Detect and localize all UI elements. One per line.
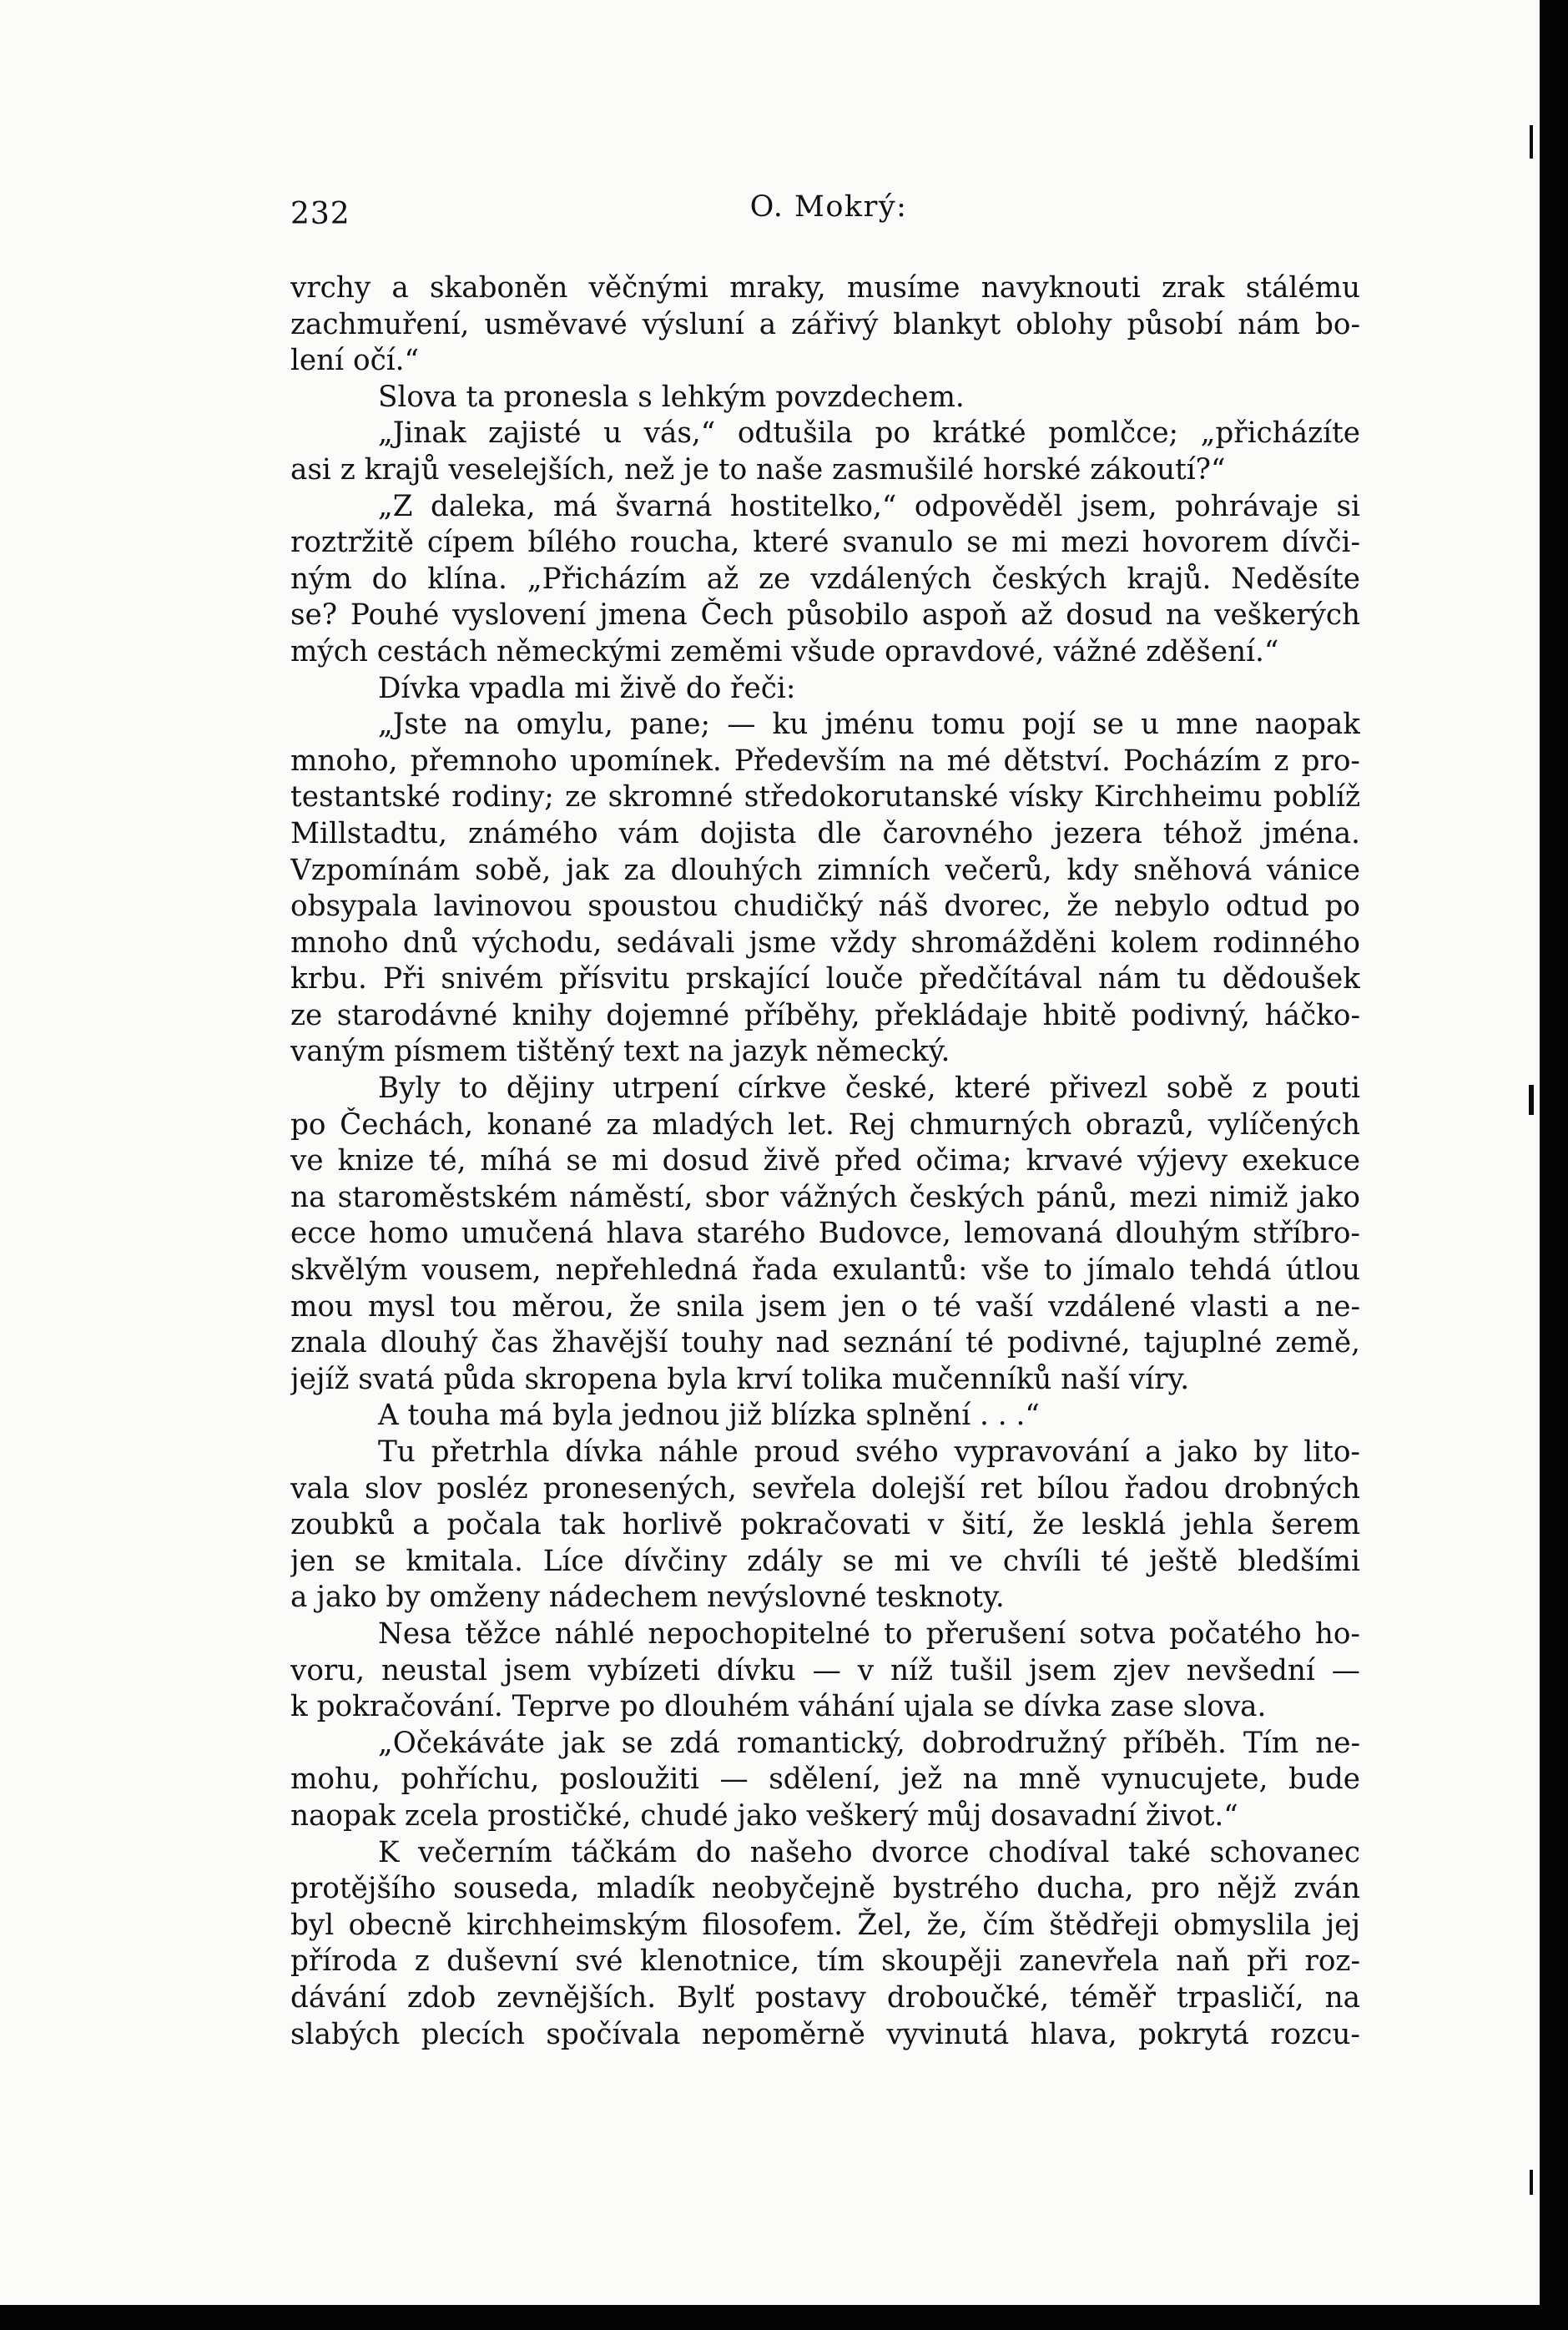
text-line: Vzpomínám sobě, jak za dlouhých zimních večerů, kdy sněhová vánice — [290, 853, 1360, 887]
text-line: Millstadtu, známého vám dojista dle čarovného jezera téhož jména. — [290, 816, 1360, 850]
page-header — [290, 187, 1367, 237]
text-line: ze starodávné knihy dojemné příběhy, překládaje hbitě podivný, háčko- — [290, 998, 1360, 1032]
text-line: „Očekáváte jak se zdá romantický, dobrodružný příběh. Tím ne- — [378, 1726, 1360, 1760]
text-line: Nesa těžce náhlé nepochopitelné to přerušení sotva počatého ho- — [378, 1616, 1360, 1651]
text-line: znala dlouhý čas žhavější touhy nad seznání té podivné, tajuplné země, — [290, 1326, 1360, 1360]
text-line: vaným písmem tištěný text na jazyk německý. — [290, 1035, 950, 1069]
scan-edge-right — [1540, 0, 1568, 2330]
body-text — [290, 270, 1360, 2053]
text-line: obsypala lavinovou spoustou chudičký náš dvorec, že nebylo odtud po — [290, 890, 1360, 924]
text-line: ecce homo umučená hlava starého Budovce, lemovaná dlouhým stříbro- — [290, 1217, 1360, 1251]
text-line: zoubků a počala tak horlivě pokračovati v šití, že lesklá jehla šerem — [290, 1508, 1360, 1542]
running-head: O. Mokrý: — [749, 190, 908, 224]
scan-artifact — [1530, 125, 1533, 159]
text-line: voru, neustal jsem vybízeti dívku — v níž tušil jsem zjev nevšední — — [290, 1653, 1360, 1687]
text-line: skvělým vousem, nepřehledná řada exulantů: vše to jímalo tehdá útlou — [290, 1253, 1360, 1288]
text-line: K večerním táčkám do našeho dvorce chodíval také schovanec — [378, 1835, 1360, 1869]
text-line: k pokračování. Teprve po dlouhém váhání ujala se dívka zase slova. — [290, 1690, 1267, 1724]
text-line: krbu. Při snivém přísvitu prskající louče předčítával nám tu dědoušek — [290, 962, 1360, 996]
text-line: Dívka vpadla mi živě do řeči: — [378, 671, 796, 705]
text-line: vrchy a skaboněn věčnými mraky, musíme navyknouti zrak stálému — [290, 271, 1360, 305]
text-line: mnoho dnů východu, sedávali jsme vždy shromážděni kolem rodinného — [290, 925, 1360, 960]
text-line: Slova ta pronesla s lehkým povzdechem. — [378, 380, 965, 414]
text-line: se? Pouhé vyslovení jmena Čech působilo aspoň až dosud na veškerých — [290, 598, 1360, 633]
text-line: testantské rodiny; ze skromné středokorutanské vísky Kirchheimu poblíž — [290, 780, 1360, 814]
text-line: na staroměstském náměstí, sbor vážných českých pánů, mezi nimiž jako — [290, 1180, 1360, 1214]
text-line: mých cestách německými zeměmi všude opravdové, vážné zděšení.“ — [290, 634, 1279, 668]
text-line: byl obecně kirchheimským filosofem. Žel, že, čím štědřeji obmyslila jej — [290, 1908, 1360, 1942]
text-line: roztržitě cípem bílého roucha, které svanulo se mi mezi hovorem dívči- — [290, 526, 1360, 560]
text-line: Tu přetrhla dívka náhle proud svého vypravování a jako by lito- — [378, 1435, 1360, 1469]
text-line: příroda z duševní své klenotnice, tím skoupěji zanevřela naň při roz- — [290, 1944, 1360, 1979]
text-line: dávání zdob zevnějších. Bylť postavy droboučké, téměř trpasličí, na — [290, 1980, 1360, 2015]
text-line: „Jinak zajisté u vás,“ odtušila po krátké pomlčce; „přicházíte — [378, 416, 1360, 451]
text-line: mohu, pohříchu, posloužiti — sdělení, jež na mně vynucujete, bude — [290, 1763, 1360, 1797]
text-line: ve knize té, míhá se mi dosud živě před očima; krvavé výjevy exekuce — [290, 1144, 1360, 1178]
text-line: „Z daleka, má švarná hostitelko,“ odpověděl jsem, pohrávaje si — [378, 489, 1360, 523]
text-line: ným do klína. „Přicházím až ze vzdálených českých krajů. Neděsíte — [290, 562, 1360, 596]
text-line: mou mysl tou měrou, že snila jsem jen o té vaší vzdálené vlasti a ne- — [290, 1289, 1360, 1324]
text-line: jen se kmitala. Líce dívčiny zdály se mi ve chvíli té ještě bledšími — [290, 1544, 1360, 1578]
text-line: vala slov posléz pronesených, sevřela dolejší ret bílou řadou drobných — [290, 1471, 1360, 1505]
text-line: naopak zcela prostičké, chudé jako veškerý můj dosavadní život.“ — [290, 1798, 1238, 1833]
text-line: slabých plecích spočívala nepoměrně vyvinutá hlava, pokrytá rozcu- — [290, 2017, 1360, 2051]
scan-edge-bottom — [0, 2305, 1568, 2330]
scan-artifact — [1530, 2170, 1533, 2195]
text-line: protějšího souseda, mladík neobyčejně bystrého ducha, pro nějž zván — [290, 1872, 1360, 1906]
text-line: lení očí.“ — [290, 344, 419, 378]
text-line: asi z krajů veselejších, než je to naše zasmušilé horské zákoutí?“ — [290, 452, 1226, 487]
text-line: „Jste na omylu, pane; — ku jménu tomu pojí se u mne naopak — [378, 708, 1360, 742]
text-line: zachmuření, usměvavé výsluní a zářivý blankyt oblohy působí nám bo- — [290, 307, 1360, 341]
page-number: 232 — [290, 197, 350, 231]
scan-artifact — [1529, 1085, 1534, 1115]
text-line: mnoho, přemnoho upomínek. Především na mé dětství. Pocházím z pro- — [290, 744, 1360, 778]
text-line: a jako by omženy nádechem nevýslovné tesknoty. — [290, 1581, 1005, 1615]
text-line: po Čechách, konané za mladých let. Rej chmurných obrazů, vylíčených — [290, 1107, 1360, 1142]
text-line: A touha má byla jednou již blízka splnění . . .“ — [378, 1399, 1040, 1433]
text-line: Byly to dějiny utrpení církve české, které přivezl sobě z pouti — [378, 1072, 1360, 1106]
text-line: jejíž svatá půda skropena byla krví tolika mučenníků naší víry. — [290, 1362, 1190, 1396]
